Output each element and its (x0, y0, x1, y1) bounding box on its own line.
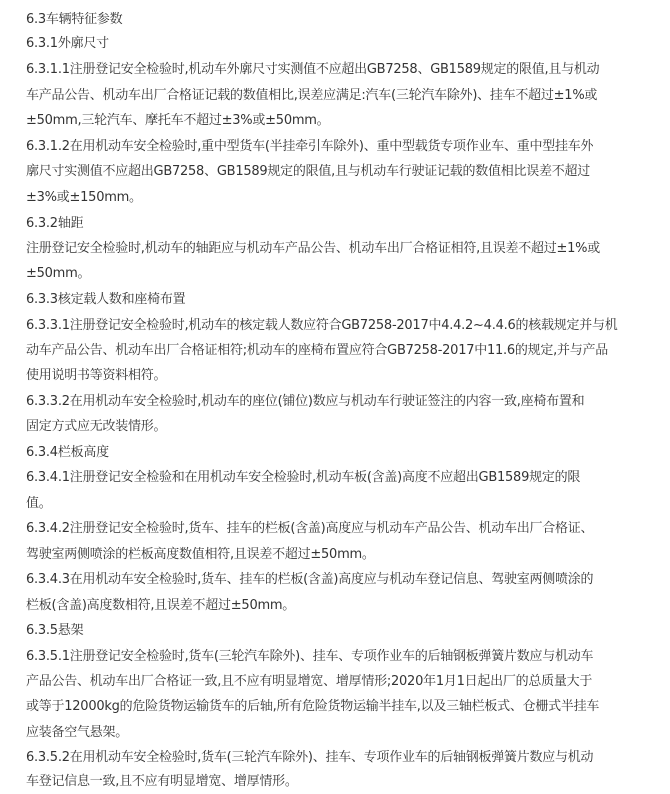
text-line: 6.3.4.2注册登记安全检验时,货车、挂车的栏板(含盖)高度应与机动车产品公告、机动车出厂合格证、 (26, 521, 594, 536)
text-line: 6.3.4.3在用机动车安全检验时,货车、挂车的栏板(含盖)高度应与机动车登记信息、驾驶室两侧喷涂的 (26, 572, 594, 587)
heading-6-3-2: 6.3.2轴距 (26, 216, 84, 231)
heading-6-3: 6.3车辆特征参数 (26, 12, 123, 27)
text-line: 或等于12000kg的危险货物运输货车的后轴,所有危险货物运输半挂车,以及三轴栏板式、仓栅式半挂车 (26, 699, 600, 714)
text-line: 6.3.4.1注册登记安全检验和在用机动车安全检验时,机动车板(含盖)高度不应超出GB1589规定的限 (26, 470, 581, 485)
heading-6-3-3: 6.3.3核定载人数和座椅布置 (26, 292, 186, 307)
text-line: 车登记信息一致,且不应有明显增宽、增厚情形。 (26, 774, 298, 789)
text-line: 6.3.1.1注册登记安全检验时,机动车外廓尺寸实测值不应超出GB7258、GB1589规定的限值,且与机动 (26, 62, 600, 77)
text-line: 6.3.3.2在用机动车安全检验时,机动车的座位(铺位)数应与机动车行驶证签注的内容一致,座椅布置和 (26, 394, 585, 409)
heading-6-3-1: 6.3.1外廓尺寸 (26, 36, 109, 51)
text-line: 固定方式应无改装情形。 (26, 419, 167, 434)
text-line: ±3%或±150mm。 (26, 190, 142, 205)
heading-6-3-4: 6.3.4栏板高度 (26, 445, 109, 460)
heading-6-3-5: 6.3.5悬架 (26, 623, 84, 638)
text-line: 注册登记安全检验时,机动车的轴距应与机动车产品公告、机动车出厂合格证相符,且误差不超过±1%或 (26, 241, 601, 256)
text-line: 廓尺寸实测值不应超出GB7258、GB1589规定的限值,且与机动车行驶证记载的数值相比误差不超过 (26, 164, 591, 179)
text-line: 6.3.5.1注册登记安全检验时,货车(三轮汽车除外)、挂车、专项作业车的后轴钢板弹簧片数应与机动车 (26, 649, 594, 664)
text-line: 栏板(含盖)高度数相符,且误差不超过±50mm。 (26, 598, 296, 613)
text-line: 6.3.1.2在用机动车安全检验时,重中型货车(半挂牵引车除外)、重中型载货专项作业车、重中型挂车外 (26, 139, 594, 154)
text-line: 6.3.5.2在用机动车安全检验时,货车(三轮汽车除外)、挂车、专项作业车的后轴钢板弹簧片数应与机动 (26, 750, 594, 765)
text-line: 应装备空气悬架。 (26, 725, 129, 740)
text-line: 6.3.3.1注册登记安全检验时,机动车的核定载人数应符合GB7258-2017中4.4.2~4.4.6的核载规定并与机 (26, 318, 618, 333)
text-line: 动车产品公告、机动车出厂合格证相符;机动车的座椅布置应符合GB7258-2017中11.6的规定,并与产品 (26, 343, 609, 358)
text-line: ±50mm,三轮汽车、摩托车不超过±3%或±50mm。 (26, 113, 330, 128)
text-line: ±50mm。 (26, 266, 91, 281)
text-line: 车产品公告、机动车出厂合格证记载的数值相比,误差应满足:汽车(三轮汽车除外)、挂车不超过±1%或 (26, 88, 598, 103)
text-line: 使用说明书等资料相符。 (26, 368, 167, 383)
text-line: 驾驶室两侧喷涂的栏板高度数值相符,且误差不超过±50mm。 (26, 547, 375, 562)
text-line: 产品公告、机动车出厂合格证一致,且不应有明显增宽、增厚情形;2020年1月1日起出厂的总质量大于 (26, 674, 593, 689)
text-line: 值。 (26, 496, 52, 511)
